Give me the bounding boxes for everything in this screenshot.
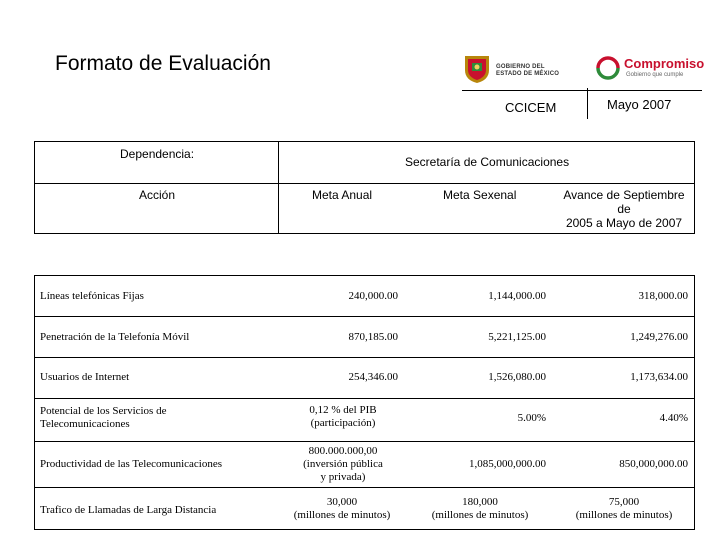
- row6-avance-line1: 75,000: [608, 496, 640, 508]
- row4-accion-line1: Potencial de los Servicios de: [40, 405, 167, 417]
- row4-sexenal: 5.00%: [517, 412, 546, 424]
- row6-sexenal: [424, 496, 536, 522]
- compromiso-swirl-icon: [596, 56, 620, 80]
- row2-avance: 1,249,276.00: [630, 331, 688, 343]
- row4-accion-line2: Telecomunicaciones: [40, 418, 130, 430]
- row1-sexenal: 1,144,000.00: [488, 290, 546, 302]
- col-meta-anual: Meta Anual: [312, 188, 373, 202]
- header-col-divider: [278, 141, 279, 234]
- col-avance-line1: Avance de Septiembre: [563, 188, 685, 202]
- row6-sexenal-line1: 180,000: [462, 496, 498, 508]
- compromiso-tagline: Gobierno que cumple: [626, 72, 684, 78]
- row5-anual-line1: 800.000.000,00: [308, 445, 378, 457]
- col-meta-sexenal: Meta Sexenal: [443, 188, 517, 202]
- row2-accion: Penetración de la Telefonía Móvil: [40, 331, 190, 343]
- compromiso-logo: [596, 54, 706, 84]
- compromiso-name: Compromiso: [624, 56, 705, 71]
- row-divider-5: [34, 487, 695, 488]
- row2-sexenal: 5,221,125.00: [488, 331, 546, 343]
- row1-anual: 240,000.00: [348, 290, 398, 302]
- row-divider-4: [34, 441, 695, 442]
- row6-accion: Trafico de Llamadas de Larga Distancia: [40, 504, 217, 516]
- col-avance-line3: 2005 a Mayo de 2007: [565, 216, 683, 230]
- org-date-divider: [587, 88, 588, 119]
- page-title: Formato de Evaluación: [55, 52, 271, 75]
- row5-accion: Productividad de las Telecomunicaciones: [40, 458, 222, 470]
- row1-avance: 318,000.00: [638, 290, 688, 302]
- row6-avance-line2: (millones de minutos): [575, 509, 673, 521]
- row4-avance: 4.40%: [659, 412, 688, 424]
- row6-sexenal-line2: (millones de minutos): [431, 509, 529, 521]
- row5-sexenal: 1,085,000,000.00: [469, 458, 546, 470]
- row3-accion: Usuarios de Internet: [40, 371, 130, 383]
- row6-anual-line1: 30,000: [326, 496, 358, 508]
- row3-avance: 1,173,634.00: [630, 371, 688, 383]
- row1-accion: Líneas telefónicas Fijas: [40, 290, 144, 302]
- data-table: [34, 275, 695, 530]
- gobierno-logo: [462, 52, 574, 86]
- report-date: Mayo 2007: [607, 97, 672, 112]
- row5-anual-line2: (inversión pública: [303, 458, 383, 470]
- gobierno-line1: GOBIERNO DEL: [496, 64, 545, 70]
- row4-anual-line2: (participación): [310, 417, 376, 429]
- row4-accion: [40, 405, 166, 431]
- row3-sexenal: 1,526,080.00: [488, 371, 546, 383]
- row5-anual: [290, 445, 396, 484]
- top-rule: [462, 90, 702, 91]
- dependencia-label: Dependencia:: [120, 147, 195, 161]
- row-divider-3: [34, 398, 695, 399]
- row3-anual: 254,346.00: [348, 371, 398, 383]
- col-accion: Acción: [139, 188, 176, 202]
- row4-anual: [290, 404, 396, 430]
- dependencia-value: Secretaría de Comunicaciones: [405, 155, 570, 169]
- header-divider: [34, 183, 695, 184]
- row6-avance: [568, 496, 680, 522]
- org-name: CCICEM: [505, 100, 557, 115]
- row2-anual: 870,185.00: [348, 331, 398, 343]
- row4-anual-line1: 0,12 % del PIB: [309, 404, 377, 416]
- row6-anual: [286, 496, 398, 522]
- col-avance: [556, 188, 692, 230]
- col-avance-line2: de: [617, 202, 631, 216]
- row6-anual-line2: (millones de minutos): [293, 509, 391, 521]
- coat-of-arms-icon: [462, 52, 492, 84]
- row-divider-1: [34, 316, 695, 317]
- gobierno-line2: ESTADO DE MÉXICO: [496, 71, 560, 77]
- row5-avance: 850,000,000.00: [619, 458, 688, 470]
- row5-anual-line3: y privada): [320, 471, 366, 483]
- row-divider-2: [34, 357, 695, 358]
